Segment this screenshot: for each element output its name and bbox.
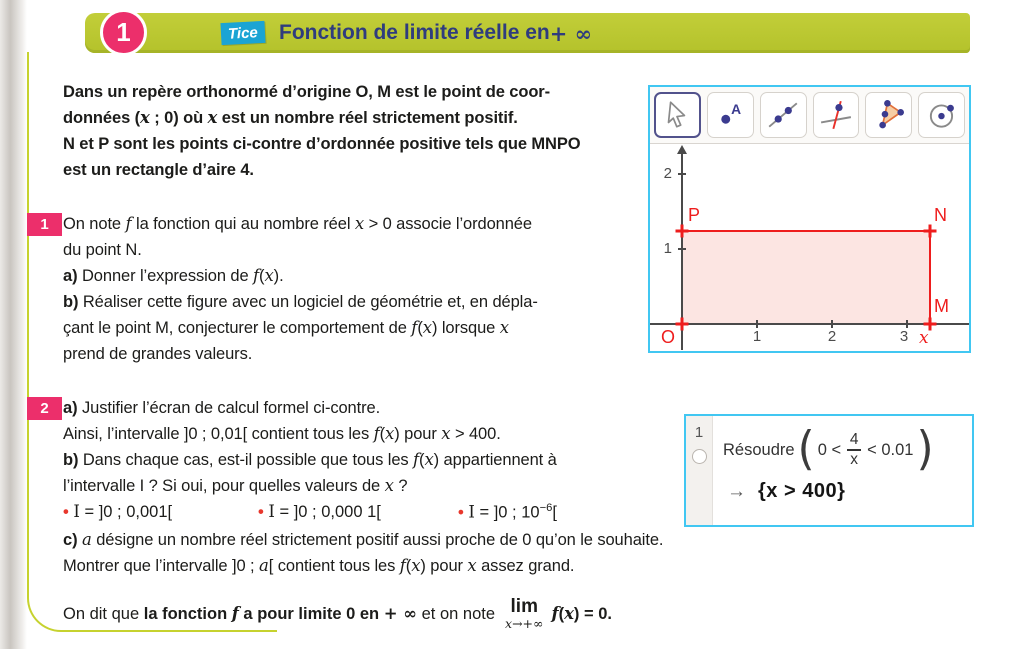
svg-text:A: A (731, 100, 742, 117)
lim-symbol: lim (510, 596, 538, 618)
toolbar-polygon-button[interactable] (865, 92, 912, 138)
limit-notation (505, 597, 543, 631)
question-1-text: On note f la fonction qui au nombre réel x > 0 associe l’ordonnée du point N. a) Donner l’expression de f(x). b) Réaliser cette figure avec un logiciel de géométrie et, en dépla- çant le point M, conjecturer le comportement de f(x) lorsque x prend de grandes valeurs. (63, 214, 538, 363)
x-variable-label: x (919, 328, 929, 348)
x-tick-label-1: 1 (752, 328, 762, 345)
conclusion-line (63, 591, 612, 637)
exercise-header-bar (85, 13, 970, 53)
y-tick-2 (678, 173, 686, 175)
fraction-denominator: x (850, 450, 858, 468)
limit-equation: f(x) = 0. (551, 604, 612, 623)
cas-input-expression (723, 422, 968, 478)
x-tick-3 (906, 320, 908, 328)
y-tick-label-2: 2 (663, 165, 672, 182)
polygon-icon (872, 98, 906, 132)
rectangle-MNPO (681, 230, 931, 325)
x-axis (650, 323, 969, 325)
cas-row-radio[interactable] (692, 449, 707, 464)
cursor-arrow-icon (660, 98, 694, 132)
toolbar-perpendicular-button[interactable] (813, 92, 860, 138)
cas-row-margin (686, 416, 713, 525)
toolbar-point-button[interactable] (707, 92, 754, 138)
point-M-label: M (934, 296, 949, 316)
question-2c-text: c) a désigne un nombre réel strictement positif aussi proche de 0 qu’on le souhaite. Montrer que l’intervalle ]0 ; a[ contient tous les f(x) pour x assez grand. (63, 530, 664, 575)
question-2-badge: 2 (27, 397, 62, 420)
cas-lhs: 0 < (817, 440, 842, 459)
cas-panel (684, 414, 974, 527)
toolbar-move-button[interactable] (654, 92, 701, 138)
geogebra-toolbar (650, 87, 969, 144)
page-title: Fonction de limite réelle en + ∞ (279, 20, 593, 46)
x-tick-label-3: 3 (899, 328, 909, 345)
point-N-marker (924, 225, 937, 238)
interval-option-3: • I = ]0 ; $10^{-6}$[ (458, 502, 557, 522)
close-paren: ) (916, 423, 934, 477)
cas-rhs: < 0.01 (867, 440, 914, 459)
exercise-number-circle: 1 (100, 9, 147, 56)
point-O-marker (676, 318, 689, 331)
y-axis-arrow (677, 145, 687, 154)
perpendicular-line-icon (819, 98, 853, 132)
cas-row-content (713, 416, 972, 525)
y-tick-label-1: 1 (663, 240, 672, 257)
cas-output-row (723, 480, 968, 503)
cas-command: Résoudre (723, 440, 795, 459)
x-tick-1 (756, 320, 758, 328)
toolbar-circle-button[interactable] (918, 92, 965, 138)
point-O-label: O (661, 327, 676, 347)
x-tick-2 (831, 320, 833, 328)
x-tick-label-2: 2 (827, 328, 837, 345)
cas-result: {x > 400} (758, 480, 846, 502)
interval-option-1: • I = ]0 ; 0,001[ (63, 502, 173, 521)
tice-badge: Tice (220, 21, 265, 45)
fraction-4-over-x (847, 432, 861, 468)
question-1-badge: 1 (27, 213, 62, 236)
cas-row-number: 1 (694, 424, 704, 441)
point-a-icon (713, 98, 747, 132)
interval-option-2: • I = ]0 ; 0,000 1[ (258, 502, 381, 521)
fraction-numerator: 4 (849, 430, 859, 448)
open-paren: ( (797, 423, 815, 477)
toolbar-line-button[interactable] (760, 92, 807, 138)
conclusion-text: On dit que la fonction f a pour limite 0 en + ∞ et on note (63, 604, 496, 623)
geogebra-graphics-panel (648, 85, 971, 353)
line-icon (766, 98, 800, 132)
circle-center-icon (925, 98, 959, 132)
page-curl-shadow (0, 0, 27, 649)
intro-paragraph: Dans un repère orthonormé d’origine O, M est le point de coor- données (x ; 0) où x est un nombre réel strictement positif. N et P sont les points ci-contre d’ordonnée positive tels que MNPO est un rectangle d’aire 4. (63, 83, 581, 179)
lim-subscript: x→+∞ (505, 616, 544, 632)
plot-area (650, 145, 969, 351)
point-P-label: P (688, 205, 701, 225)
point-P-marker (676, 225, 689, 238)
question-2-text: a) Justifier l’écran de calcul formel ci-contre. Ainsi, l’intervalle ]0 ; 0,01[ contient tous les f(x) pour x > 400. b) Dans chaque cas, est-il possible que tous les f(x) appartiennent à l’intervalle I ? Si oui, pour quelles valeurs de x ? (63, 399, 557, 495)
y-tick-1 (678, 248, 686, 250)
point-N-label: N (934, 205, 947, 225)
cas-output-arrow: → (727, 480, 746, 502)
